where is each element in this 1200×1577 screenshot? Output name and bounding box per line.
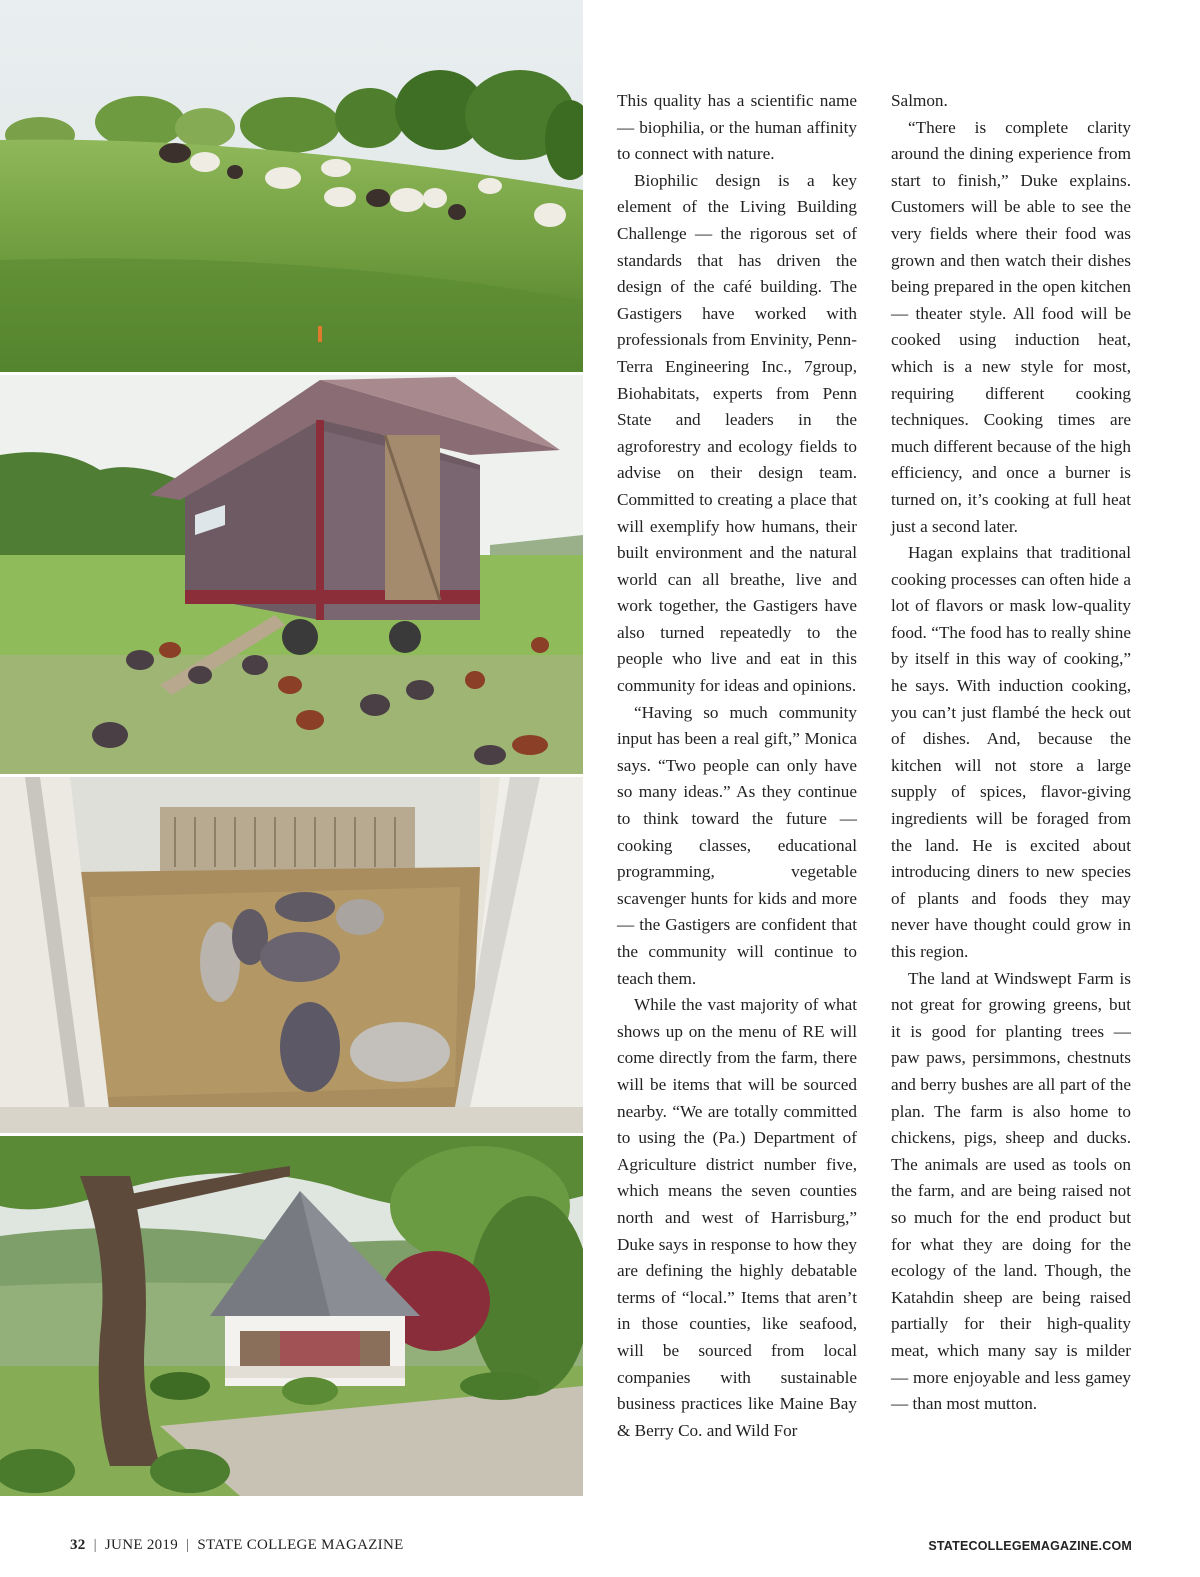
paragraph: Biophilic design is a key element of the Living Building Challenge — the rigorous set of standards that has driven the design of the café building. The Gastigers have worked with professionals from Envinity, Penn-Terra Engineering Inc., 7group, Biohabitats, experts from Penn State and leaders in the agroforestry and ecology fields to advise on their design team. Committed to creating a place that will exemplify how humans, their built environment and the natural world can all breathe, live and work together, the Gastigers have also turned repeatedly to the people who live and eat in this community for ideas and opinions. xyxy=(617,170,857,696)
gazebo-photo xyxy=(0,1136,583,1496)
website-url: STATECOLLEGEMAGAZINE.COM xyxy=(928,1539,1132,1553)
paragraph: The land at Windswept Farm is not great for growing greens, but it is good for planting trees — paw paws, persimmons, chestnuts and berry bushes are all part of the plan. The farm is also home to chickens, pigs, sheep and ducks. The animals are used as tools on the farm, and are being raised not so much for the end product but for what they are doing for the ecology of the land. Though, the Katahdin sheep are being raised partially for their high-quality meat, which many say is milder — more enjoyable and less gamey — than most mutton. xyxy=(891,968,1131,1414)
issue-date: JUNE 2019 xyxy=(104,1537,179,1553)
publication-name: STATE COLLEGE MAGAZINE xyxy=(197,1537,404,1553)
article-column-2 xyxy=(891,88,1131,1418)
page-number: 32 xyxy=(70,1537,86,1553)
paragraph: “There is complete clarity around the dining experience from start to finish,” Duke explains. Customers will be able to see the very fields where their food was grown and then watch their dishes being prepared in the open kitchen — theater style. All food will be cooked using induction heat, which is a new style for most, requiring different cooking techniques. Cooking times are much different because of the high efficiency, and once a burner is turned on, it’s cooking at full heat just a second later. xyxy=(891,117,1131,536)
sheep-grazing-photo xyxy=(0,0,583,372)
paragraph: Hagan explains that traditional cooking processes can often hide a lot of flavors or mask low-quality food. “The food has to really shine by itself in this way of cooking,” he says. With induction cooking, you can’t just flambé the heck out of dishes. And, because the kitchen will not store a large supply of spices, flavor-giving ingredients will be foraged from the land. He is excited about introducing diners to new species of plants and foods they may never have thought could grow in this region. xyxy=(891,543,1131,961)
photo-column xyxy=(0,0,583,1496)
pigs-in-pen-photo xyxy=(0,777,583,1133)
page-footer xyxy=(70,1537,1132,1561)
paragraph: “Having so much community input has been a real gift,” Monica says. “Two people can only have so many ideas.” As they continue to think toward the future — cooking classes, educational programming, vegetable scavenger hunts for kids and more — the Gastigers are confident that the community will continue to teach them. xyxy=(617,702,857,988)
article-column-1 xyxy=(617,88,857,1444)
paragraph: This quality has a scientific name — biophilia, or the human affinity to connect with nature. xyxy=(617,91,857,164)
paragraph: Salmon. xyxy=(891,91,948,110)
folio: 32 | JUNE 2019 | STATE COLLEGE MAGAZINE xyxy=(70,1537,404,1553)
paragraph: While the vast majority of what shows up on the menu of RE will come directly from the farm, there will be items that will be sourced nearby. “We are totally committed to using the (Pa.) Department of Agriculture district number five, which means the seven counties north and west of Harrisburg,” Duke says in response to how they are defining the highly debatable terms of “local.” Items that aren’t in those counties, like seafood, will be sourced from local companies with sustainable business practices like Maine Bay & Berry Co. and Wild For xyxy=(617,995,857,1440)
chicken-coop-photo xyxy=(0,375,583,774)
